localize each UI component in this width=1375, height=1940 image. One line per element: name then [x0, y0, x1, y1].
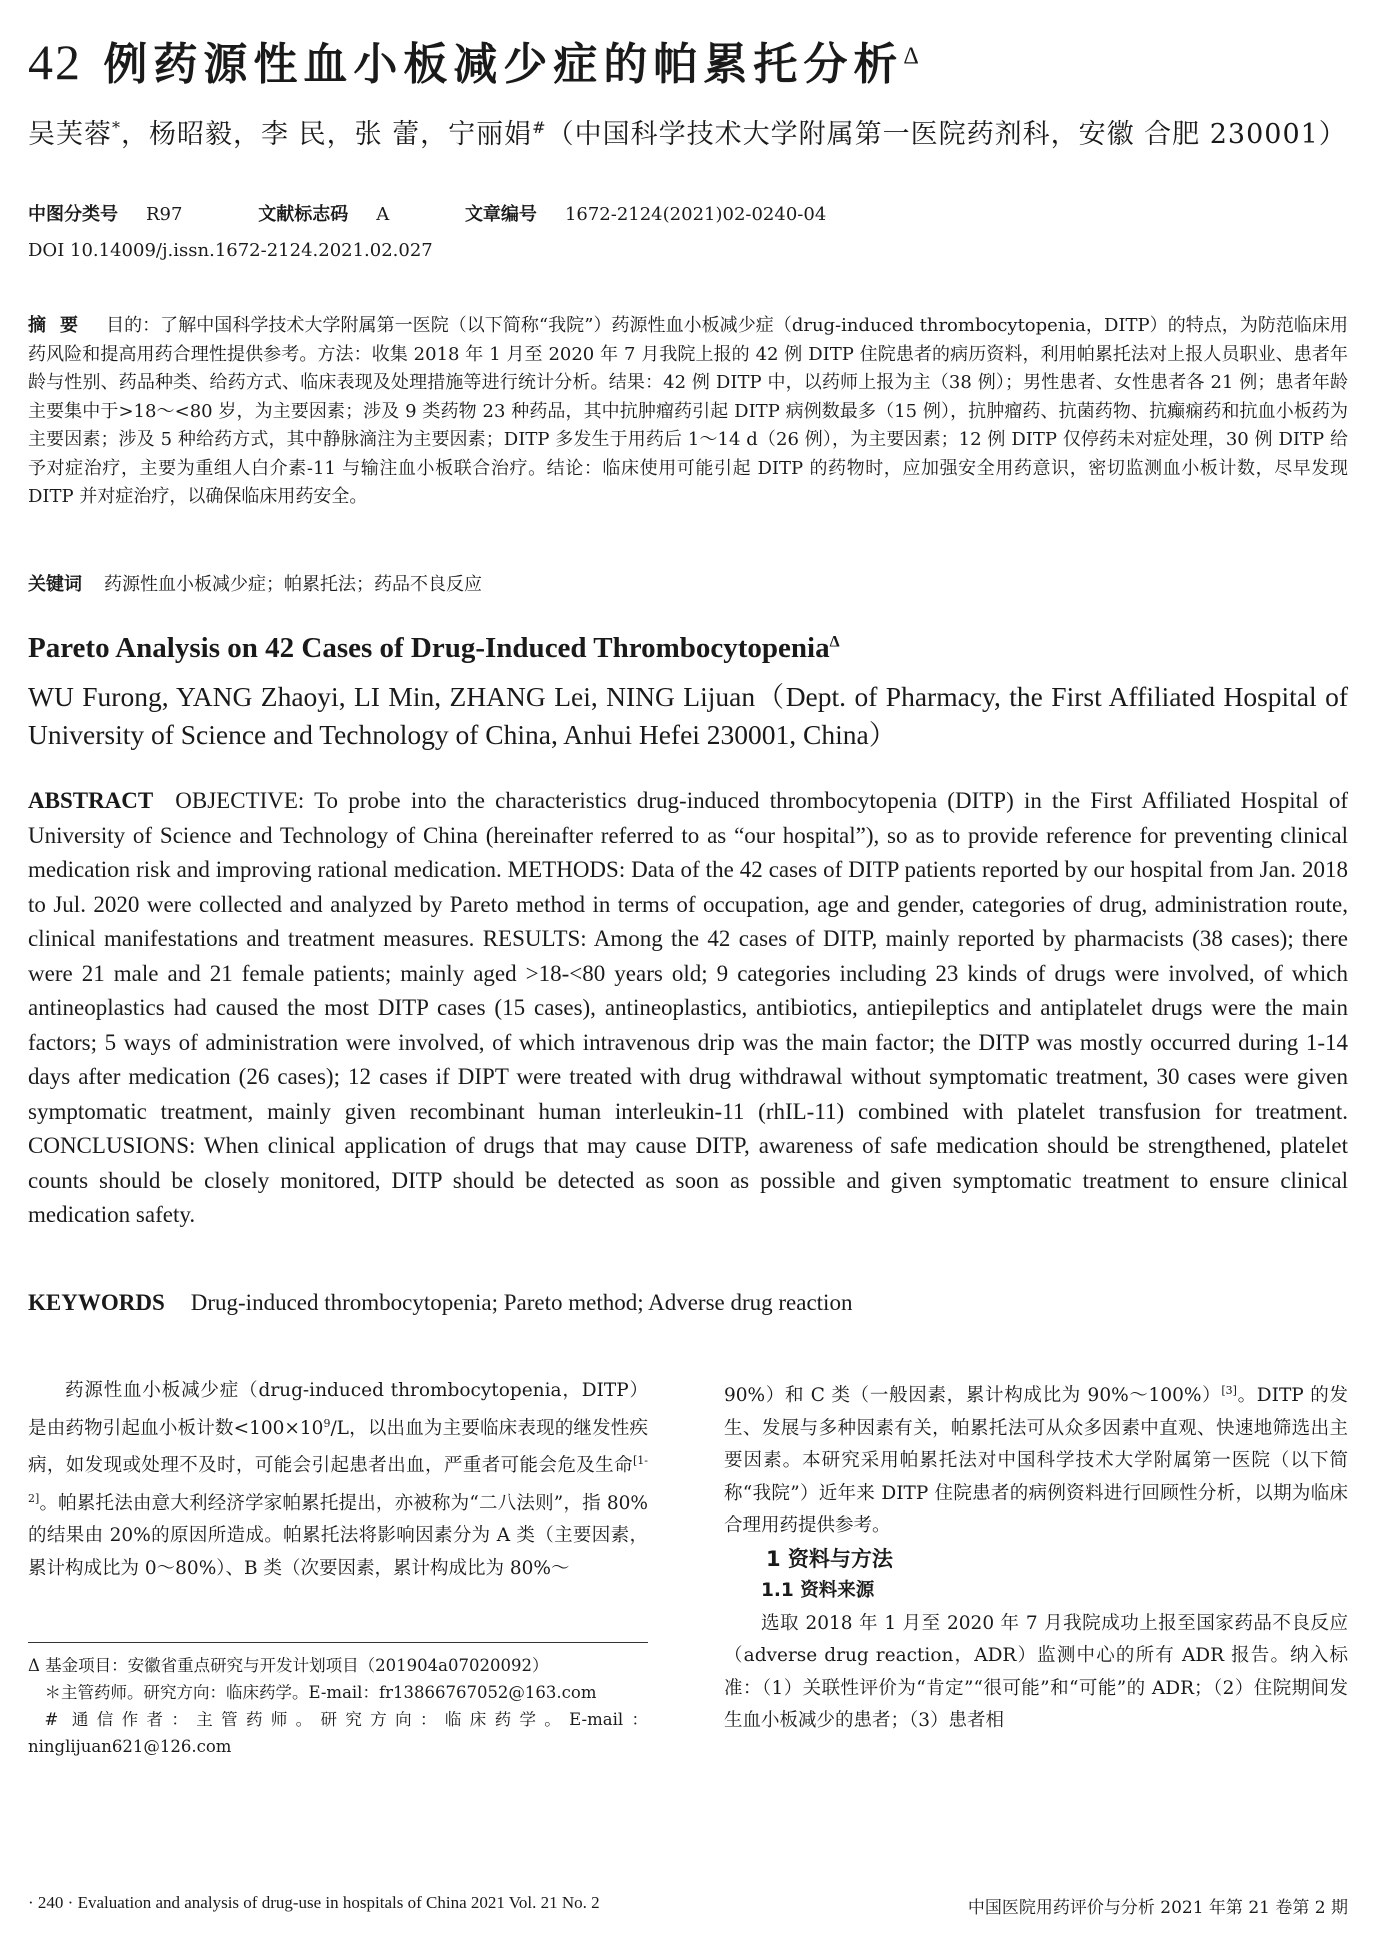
intro-cont-text-a: 90%）和 C 类（一般因素，累计构成比为 90%～100%） [724, 1385, 1222, 1407]
abstract-en-label: ABSTRACT [28, 788, 154, 813]
citation-ref: [1-2] [28, 1454, 648, 1505]
keywords-cn-text: 药源性血小板减少症；帕累托法；药品不良反应 [104, 574, 482, 595]
clc-label: 中图分类号 [28, 204, 118, 225]
english-title-text: Pareto Analysis on 42 Cases of Drug-Induced Thrombocytopenia [28, 632, 830, 664]
classification-line [28, 200, 826, 226]
keywords-chinese [28, 570, 482, 596]
doc-code-value: A [376, 204, 390, 225]
intro-continued [724, 1375, 1348, 1543]
intro-paragraph [28, 1375, 648, 1585]
fund-mark: Δ [903, 43, 925, 70]
superscript-exponent: 9 [323, 1416, 331, 1430]
author-line [28, 112, 1347, 151]
abstract-cn-label: 摘要 [28, 315, 93, 336]
keywords-cn-label: 关键词 [28, 574, 82, 595]
corresponding-mark: # [532, 118, 547, 137]
article-title [28, 28, 925, 92]
title-number: 42 [28, 34, 82, 90]
affiliation: （中国科学技术大学附属第一医院药剂科，安徽 合肥 230001） [546, 119, 1347, 150]
footnote-fund: Δ 基金项目：安徽省重点研究与开发计划项目（201904a07020092） [28, 1656, 549, 1675]
footnote-divider [28, 1642, 648, 1643]
citation-ref: [3] [1221, 1384, 1237, 1397]
english-title [28, 632, 840, 665]
intro-text-b: /L，以出血为主要临床表现的继发性疾病，如发现或处理不及时，可能会引起患者出血，严重者可能会危及生命 [28, 1417, 648, 1477]
doc-code-label: 文献标志码 [258, 204, 349, 225]
first-author: 吴芙蓉 [28, 119, 112, 150]
footnote-corresponding: # 通信作者：主管药师。研究方向：临床药学。E-mail：ninglijuan621@126.com [28, 1710, 648, 1756]
footer-right: 中国医院用药评价与分析 2021 年第 21 卷第 2 期 [967, 1898, 1348, 1918]
article-no-label: 文章编号 [464, 204, 537, 225]
body-column-left [28, 1375, 648, 1585]
footer-left: · 240 · Evaluation and analysis of drug-use in hospitals of China 2021 Vol. 21 No. 2 [28, 1893, 600, 1912]
keywords-en-text: Drug-induced thrombocytopenia; Pareto method; Adverse drug reaction [190, 1290, 853, 1315]
english-authors: WU Furong, YANG Zhaoyi, LI Min, ZHANG Lei, NING Lijuan（Dept. of Pharmacy, the First Affiliated Hospital of University of Science and Technology of China, Anhui Hefei 230001, China） [28, 681, 1348, 750]
abstract-cn-text: 目的：了解中国科学技术大学附属第一医院（以下简称“我院”）药源性血小板减少症（drug-induced thrombocytopenia，DITP）的特点，为防范临床用药风险和提高用药合理性提供参考。方法：收集 2018 年 1 月至 2020 年 7 月我院上报的 42 例 DITP 住院患者的病历资料，利用帕累托法对上报人员职业、患者年龄与性别、药品种类、给药方式、临床表现及处理措施等进行统计分析。结果：42 例 DITP 中，以药师上报为主（38 例）；男性患者、女性患者各 21 例；患者年龄主要集中于>18～<80 岁，为主要因素；涉及 9 类药物 23 种药品，其中抗肿瘤药引起 DITP 病例数最多（15 例），抗肿瘤药、抗菌药物、抗癫痫药和抗血小板药为主要因素；涉及 5 种给药方式，其中静脉滴注为主要因素；DITP 多发生于用药后 1～14 d（26 例），为主要因素；12 例 DITP 仅停药未对症处理，30 例 DITP 给予对症治疗，主要为重组人白介素-11 与输注血小板联合治疗。结论：临床使用可能引起 DITP 的药物时，应加强安全用药意识，密切监测血小板计数，尽早发现 DITP 并对症治疗，以确保临床用药安全。 [28, 315, 1348, 507]
clc-value: R97 [146, 204, 183, 225]
footnote-first-author: ＊主管药师。研究方向：临床药学。E-mail：fr13866767052@163.com [44, 1683, 597, 1702]
section-heading: 1 资料与方法 [766, 1546, 893, 1571]
article-no-value: 1672-2124(2021)02-0240-04 [564, 204, 827, 225]
keywords-en-label: KEYWORDS [28, 1290, 165, 1315]
doi-line: DOI 10.14009/j.issn.1672-2124.2021.02.027 [28, 240, 433, 261]
abstract-english [28, 784, 1348, 1233]
first-author-mark: * [112, 118, 121, 137]
footnotes [28, 1652, 648, 1760]
co-authors: ，杨昭毅，李 民，张 蕾，宁丽娟 [121, 119, 533, 150]
intro-cont-text-b: 。DITP 的发生、发展与多种因素有关，帕累托法可从众多因素中直观、快速地筛选出主要因素。本研究采用帕累托法对中国科学技术大学附属第一医院（以下简称“我院”）近年来 DITP 住院患者的病例资料进行回顾性分析，以期为临床合理用药提供参考。 [724, 1385, 1348, 1537]
subsection-heading: 1.1 资料来源 [761, 1580, 875, 1602]
journal-page [28, 0, 1348, 1940]
methods-paragraph: 选取 2018 年 1 月至 2020 年 7 月我院成功上报至国家药品不良反应（adverse drug reaction，ADR）监测中心的所有 ADR 报告。纳入标准：（1）关联性评价为“肯定”“很可能”和“可能”的 ADR；（2）住院期间发生血小板减少的患者；（3）患者相 [724, 1612, 1348, 1732]
intro-text-a: 药源性血小板减少症（drug-induced thrombocytopenia，DITP）是由药物引起血小板计数<100×10 [28, 1380, 648, 1439]
english-title-mark: Δ [829, 633, 840, 651]
body-column-right [724, 1375, 1348, 1738]
title-text: 例药源性血小板减少症的帕累托分析 [103, 39, 904, 90]
abstract-chinese [28, 312, 1348, 512]
intro-text-c: 。帕累托法由意大利经济学家帕累托提出，亦被称为“二八法则”，指 80%的结果由 20%的原因所造成。帕累托法将影响因素分为 A 类（主要因素，累计构成比为 0～80%）、B 类（次要因素，累计构成比为 80%～ [28, 1492, 648, 1579]
abstract-en-text: OBJECTIVE: To probe into the characteristics drug-induced thrombocytopenia (DITP) in the First Affiliated Hospital of University of Science and Technology of China (hereinafter referred to as “our hospital”), so as to provide reference for preventing clinical medication risk and improving rational medication. METHODS: Data of the 42 cases of DITP patients reported by our hospital from Jan. 2018 to Jul. 2020 were collected and analyzed by Pareto method in terms of occupation, age and gender, categories of drug, administration route, clinical manifestations and treatment measures. RESULTS: Among the 42 cases of DITP, mainly reported by pharmacists (38 cases); there were 21 male and 21 female patients; mainly aged >18-<80 years old; 9 categories including 23 kinds of drugs were involved, of which antineoplastics had caused the most DITP cases (15 cases), antineoplastics, antibiotics, antiepileptics and antiplatelet drugs were the main factors; 5 ways of administration were involved, of which intravenous drip was the main factor; the DITP was mostly occurred during 1-14 days after medication (26 cases); 12 cases if DIPT were treated with drug withdrawal without symptomatic treatment, 30 cases were given symptomatic treatment, mainly given recombinant human interleukin-11 (rhIL-11) combined with platelet transfusion for treatment. CONCLUSIONS: When clinical application of drugs that may cause DITP, awareness of safe medication should be strengthened, platelet counts should be closely monitored, DITP should be detected as soon as possible and given symptomatic treatment to ensure clinical medication safety. [28, 788, 1348, 1227]
keywords-english [28, 1290, 852, 1316]
